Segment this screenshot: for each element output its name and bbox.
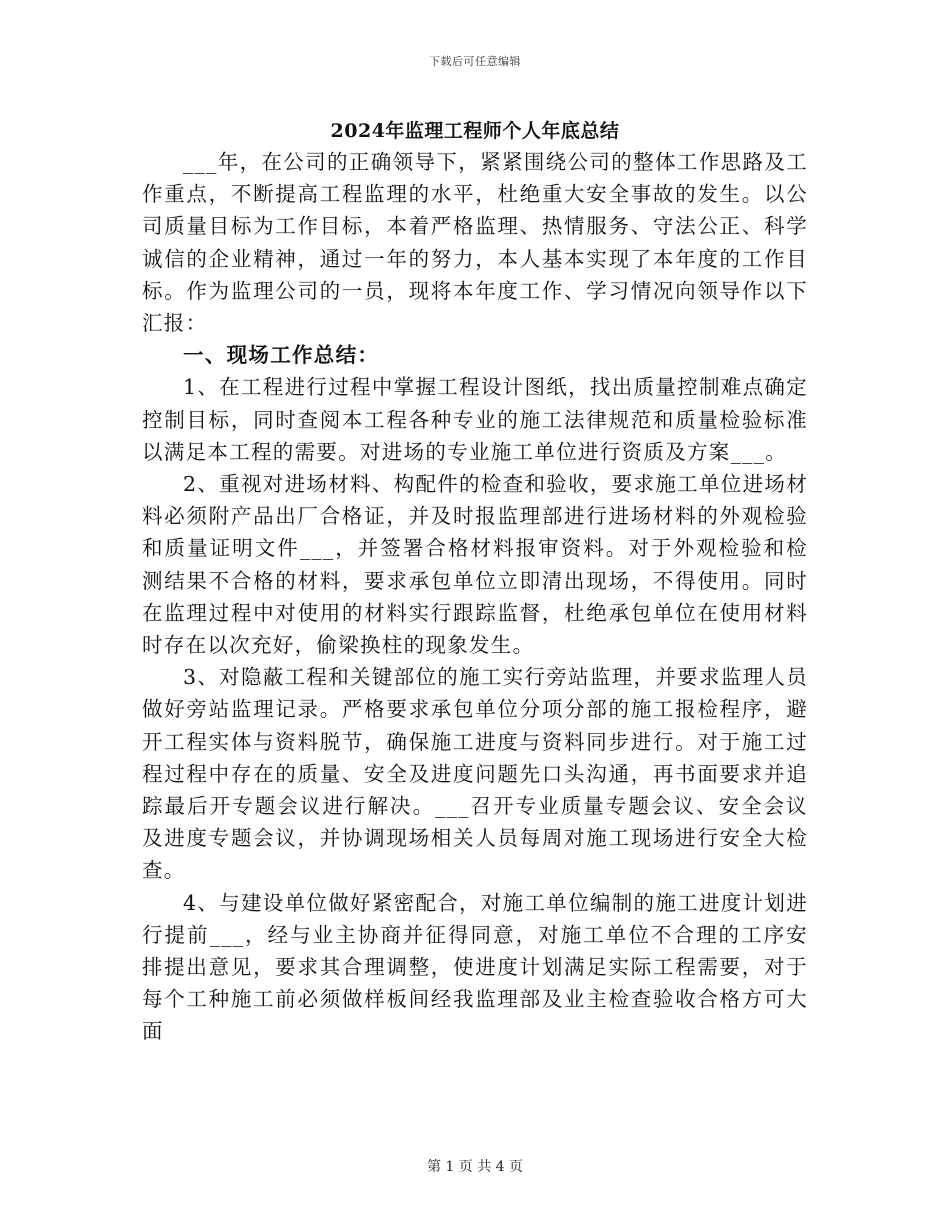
document-body — [142, 146, 808, 1048]
intro-paragraph: ___年，在公司的正确领导下，紧紧围绕公司的整体工作思路及工作重点，不断提高工程监理的水平，杜绝重大安全事故的发生。以公司质量目标为工作目标，本着严格监理、热情服务、守法公正、科学诚信的企业精神，通过一年的努力，本人基本实现了本年度的工作目标。作为监理公司的一员，现将本年度工作、学习情况向领导作以下汇报： — [142, 150, 808, 336]
paragraph-item-2: 2、重视对进场材料、构配件的检查和验收，要求施工单位进场材料必须附产品出厂合格证，并及时报监理部进行进场材料的外观检验和质量证明文件___，并签署合格材料报审资料。对于外观检验和检测结果不合格的材料，要求承包单位立即清出现场，不得使用。同时在监理过程中对使用的材料实行跟踪监督，杜绝承包单位在使用材料时存在以次充好，偷梁换柱的现象发生。 — [142, 472, 808, 658]
document-title: 2024年监理工程师个人年底总结 — [330, 120, 620, 142]
paragraph-item-4: 4、与建设单位做好紧密配合，对施工单位编制的施工进度计划进行提前___，经与业主协商并征得同意，对施工单位不合理的工序安排提出意见，要求其合理调整，使进度计划满足实际工程需要，对于每个工种施工前必须做样板间经我监理部及业主检查验收合格方可大面 — [142, 890, 808, 1044]
page-number: 第 1 页 共 4 页 — [426, 1159, 524, 1175]
paragraph-item-1: 1、在工程进行过程中掌握工程设计图纸，找出质量控制难点确定控制目标，同时查阅本工程各种专业的施工法律规范和质量检验标准以满足本工程的需要。对进场的专业施工单位进行资质及方案___。 — [142, 375, 808, 464]
page-header-note: 下载后可任意编辑 — [429, 55, 521, 68]
section-heading: 一、现场工作总结： — [183, 343, 380, 368]
paragraph-item-3: 3、对隐蔽工程和关键部位的施工实行旁站监理，并要求监理人员做好旁站监理记录。严格要求承包单位分项分部的施工报检程序，避开工程实体与资料脱节，确保施工进度与资料同步进行。对于施工过程过程中存在的质量、安全及进度问题先口头沟通，再书面要求并追踪最后开专题会议进行解决。___召开专业质量专题会议、安全会议及进度专题会议，并协调现场相关人员每周对施工现场进行安全大检查。 — [142, 665, 808, 883]
